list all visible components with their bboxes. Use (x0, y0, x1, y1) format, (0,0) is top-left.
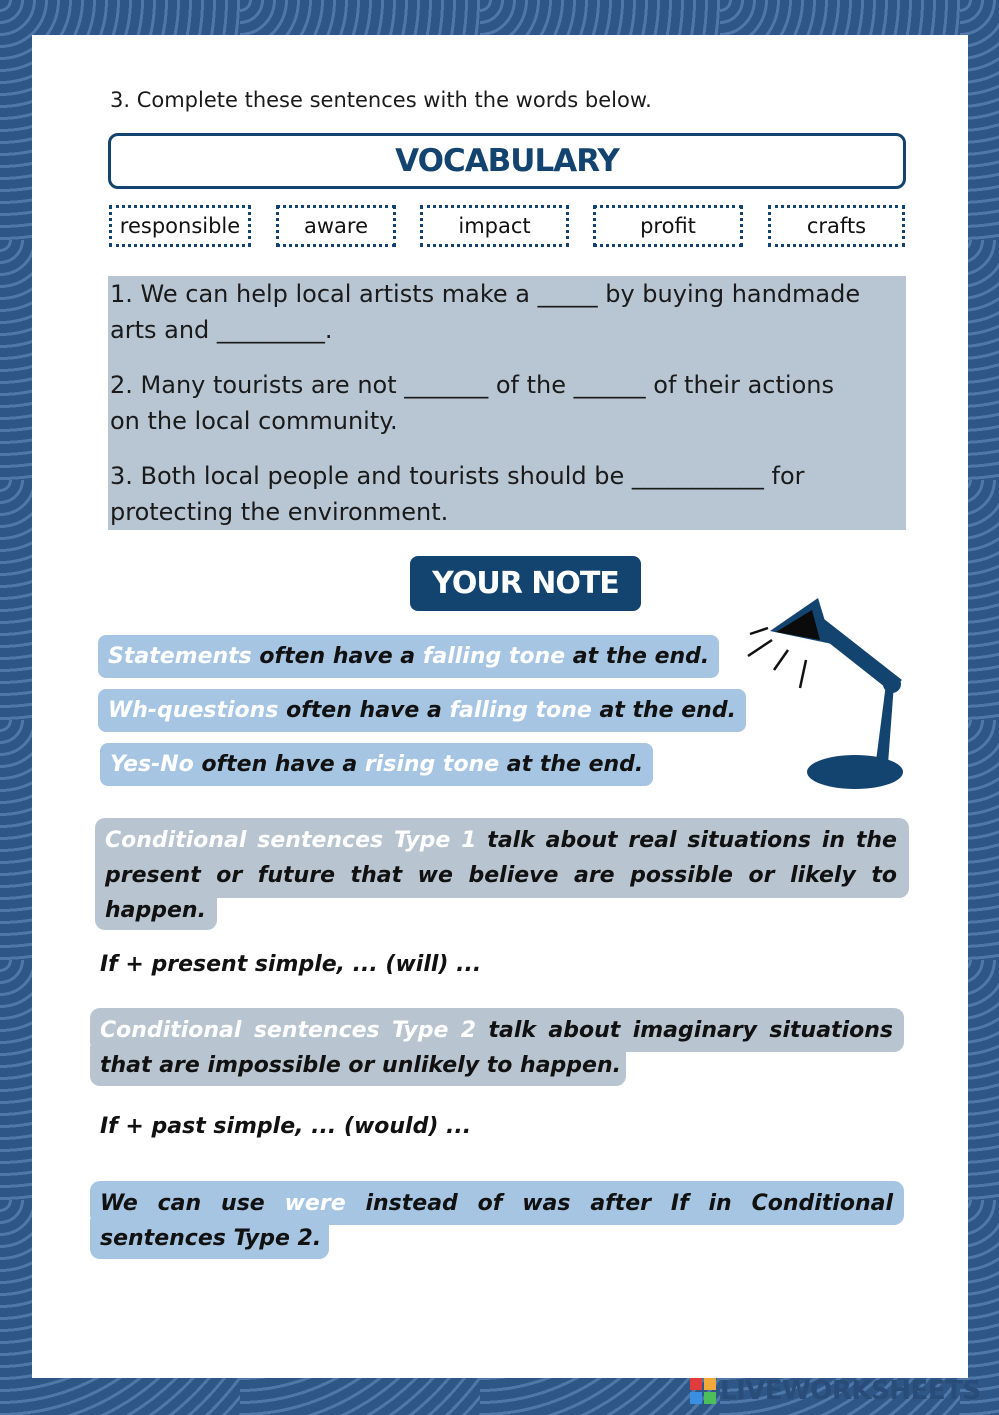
vocabulary-title: VOCABULARY (395, 143, 619, 179)
word-box-responsible[interactable]: responsible (109, 205, 251, 247)
tone-note-statements-type: Statements (108, 644, 252, 669)
sentence-2-line-2: on the local community. (110, 407, 398, 435)
formula-type-1: If + present simple, ... (will) ... (100, 952, 482, 977)
were-highlight: were (284, 1191, 346, 1216)
tone-note-wh-type: Wh-questions (108, 698, 279, 723)
word-box-impact[interactable]: impact (420, 205, 569, 247)
liveworksheets-watermark: LIVEWORKSHEETS (690, 1376, 981, 1406)
formula-type-2: If + past simple, ... (would) ... (100, 1114, 472, 1139)
word-box-aware[interactable]: aware (276, 205, 396, 247)
conditional-1-label: Conditional sentences Type 1 (105, 828, 477, 853)
sentence-3-line-2: protecting the environment. (110, 498, 449, 526)
instruction-text: 3. Complete these sentences with the words below. (110, 88, 652, 112)
tone-note-statements-tone: falling tone (422, 644, 566, 669)
vocabulary-banner (108, 133, 906, 189)
tone-note-wh-questions: Wh-questions often have a falling tone at the end. (98, 689, 746, 732)
tone-note-yes-no: Yes-No often have a rising tone at the end. (100, 743, 653, 786)
sentence-3-line-1: 3. Both local people and tourists should be ___________ for (110, 462, 805, 490)
conditional-2-note: Conditional sentences Type 2 talk about imaginary situations that are impossible or unlikely to happen. (100, 1018, 893, 1078)
sentence-1-line-2: arts and _________. (110, 316, 333, 344)
tone-note-wh-tone: falling tone (449, 698, 592, 723)
sentence-2 (110, 367, 906, 439)
word-box-profit[interactable]: profit (593, 205, 743, 247)
your-note-title: YOUR NOTE (410, 556, 641, 611)
sentence-2-line-1: 2. Many tourists are not _______ of the ______ of their actions (110, 371, 834, 399)
tone-note-statements: Statements often have a falling tone at the end. (98, 635, 719, 678)
sentence-3 (110, 458, 906, 530)
conditional-1-note: Conditional sentences Type 1 talk about real situations in the present or future that we believe are possible or likely to happen. (105, 828, 897, 923)
exercise-sentences (108, 276, 906, 530)
sentence-1-line-1: 1. We can help local artists make a _____ by buying handmade (110, 280, 861, 308)
were-note: We can use were instead of was after If in Conditional sentences Type 2. (100, 1191, 893, 1251)
desk-lamp-icon (740, 596, 915, 796)
conditional-2-label: Conditional sentences Type 2 (100, 1018, 477, 1043)
sentence-1 (110, 276, 906, 348)
word-box-crafts[interactable]: crafts (768, 205, 905, 247)
tone-note-yes-no-tone: rising tone (364, 752, 500, 777)
liveworksheets-logo-icon (690, 1378, 716, 1404)
tone-note-yes-no-type: Yes-No (110, 752, 194, 777)
